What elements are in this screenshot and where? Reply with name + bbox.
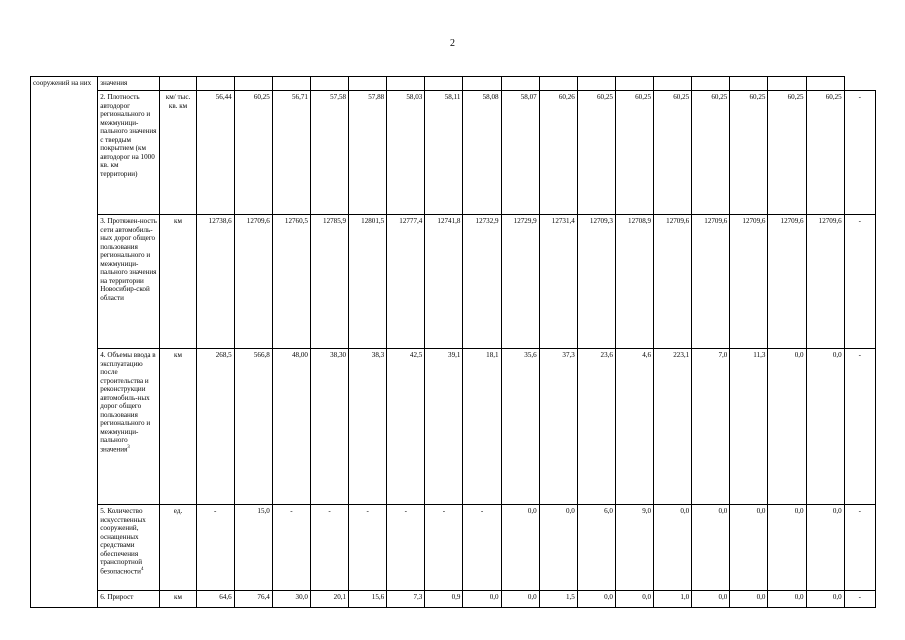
value-cell: 12760,5 [272,215,310,349]
value-cell: 0,0 [615,591,653,608]
value-cell: 58,03 [387,91,425,215]
value-cell: 0,0 [463,591,501,608]
value-cell: - [844,215,875,349]
value-cell: 60,26 [539,91,577,215]
value-cell: 12729,9 [501,215,539,349]
table-row [31,91,876,215]
value-cell: 0,0 [577,591,615,608]
value-cell: 15,0 [234,505,272,591]
footnote-ref: 4 [140,566,144,572]
unit-cell: км [160,349,196,505]
value-cell: 60,25 [806,91,844,215]
value-cell: 58,07 [501,91,539,215]
value-cell: - [844,591,875,608]
value-cell: 12741,8 [425,215,463,349]
value-cell: 39,1 [425,349,463,505]
continuation-cell: значения [98,77,160,91]
value-cell: 42,5 [387,349,425,505]
value-cell: 57,88 [349,91,387,215]
value-cell: 0,0 [806,591,844,608]
value-cell: 60,25 [577,91,615,215]
value-cell: 0,0 [692,591,730,608]
value-cell: 37,3 [539,349,577,505]
value-cell: 0,0 [654,505,692,591]
value-cell: - [387,505,425,591]
value-cell: 12738,6 [196,215,234,349]
indicator-name: 6. Прирост [98,591,160,608]
value-cell: 56,44 [196,91,234,215]
value-cell: 58,11 [425,91,463,215]
value-cell: - [844,91,875,215]
value-cell: 12709,6 [692,215,730,349]
value-cell: 38,30 [310,349,348,505]
unit-cell: км [160,215,196,349]
value-cell: - [310,505,348,591]
value-cell: 0,0 [806,505,844,591]
value-cell: 12801,5 [349,215,387,349]
value-cell: 0,0 [730,505,768,591]
value-cell: - [463,505,501,591]
value-cell: 38,3 [349,349,387,505]
table-row [31,349,876,505]
indicator-table [30,76,876,608]
value-cell: 12709,6 [806,215,844,349]
value-cell: 12708,9 [615,215,653,349]
value-cell: - [425,505,463,591]
value-cell: 15,6 [349,591,387,608]
value-cell: 12785,9 [310,215,348,349]
value-cell: 18,1 [463,349,501,505]
value-cell: 11,3 [730,349,768,505]
value-cell: 12777,4 [387,215,425,349]
value-cell: 60,25 [234,91,272,215]
value-cell: 0,0 [539,505,577,591]
value-cell: 35,6 [501,349,539,505]
value-cell: 9,0 [615,505,653,591]
value-cell: 12709,6 [768,215,806,349]
value-cell: - [844,349,875,505]
value-cell: 6,0 [577,505,615,591]
value-cell: 7,3 [387,591,425,608]
table-row [31,215,876,349]
value-cell: 268,5 [196,349,234,505]
value-cell: - [196,505,234,591]
value-cell: 566,8 [234,349,272,505]
value-cell: 0,0 [692,505,730,591]
value-cell: 58,08 [463,91,501,215]
value-cell: 4,6 [615,349,653,505]
value-cell: 12709,6 [234,215,272,349]
value-cell: 12732,9 [463,215,501,349]
value-cell: 48,00 [272,349,310,505]
unit-cell: км [160,591,196,608]
indicator-name: 5. Количество искусственных сооружений, оснащенных средствами обеспечения транспортной безопасности$^4$ [98,505,160,591]
value-cell: 1,5 [539,591,577,608]
value-cell: 0,0 [730,591,768,608]
value-cell: 12731,4 [539,215,577,349]
unit-cell: ед. [160,505,196,591]
value-cell: 56,71 [272,91,310,215]
value-cell: 64,6 [196,591,234,608]
value-cell: 60,25 [654,91,692,215]
value-cell: 60,25 [768,91,806,215]
value-cell: 0,0 [501,591,539,608]
value-cell: 60,25 [730,91,768,215]
value-cell: 12709,6 [730,215,768,349]
table-row [31,77,876,91]
value-cell: 60,25 [692,91,730,215]
value-cell: 12709,3 [577,215,615,349]
value-cell: 12709,6 [654,215,692,349]
value-cell: 1,0 [654,591,692,608]
value-cell: 20,1 [310,591,348,608]
table-row [31,591,876,608]
section-cell: сооружений на них [31,77,98,608]
value-cell: 0,0 [501,505,539,591]
value-cell: 0,0 [768,505,806,591]
indicator-name: 2. Плотность автодорог регионального и межмуници-пального значения с твердым покрытием (км автодорог на 1000 кв. км территории) [98,91,160,215]
value-cell: 0,0 [768,349,806,505]
value-cell: 30,0 [272,591,310,608]
value-cell: - [349,505,387,591]
unit-cell: км/ тыс. кв. км [160,91,196,215]
value-cell: 23,6 [577,349,615,505]
value-cell: 7,0 [692,349,730,505]
value-cell: 0,0 [806,349,844,505]
value-cell: 57,58 [310,91,348,215]
value-cell: - [844,505,875,591]
indicator-name: 3. Протяжен-ность сети автомобиль-ных дорог общего пользования регионального и межмуници-пального значения на территории Новосибир-ской области [98,215,160,349]
value-cell: 60,25 [615,91,653,215]
value-cell: 0,0 [768,591,806,608]
value-cell: 223,1 [654,349,692,505]
value-cell: - [272,505,310,591]
table-row [31,505,876,591]
page-number: 2 [450,38,455,49]
footnote-ref: 3 [127,444,130,450]
value-cell: 76,4 [234,591,272,608]
indicator-name: 4. Объемы ввода в эксплуатацию после строительства и реконструкции автомобиль-ных дорог общего пользования регионального и межмуници-пального значения$^3$ [98,349,160,505]
value-cell: 0,9 [425,591,463,608]
